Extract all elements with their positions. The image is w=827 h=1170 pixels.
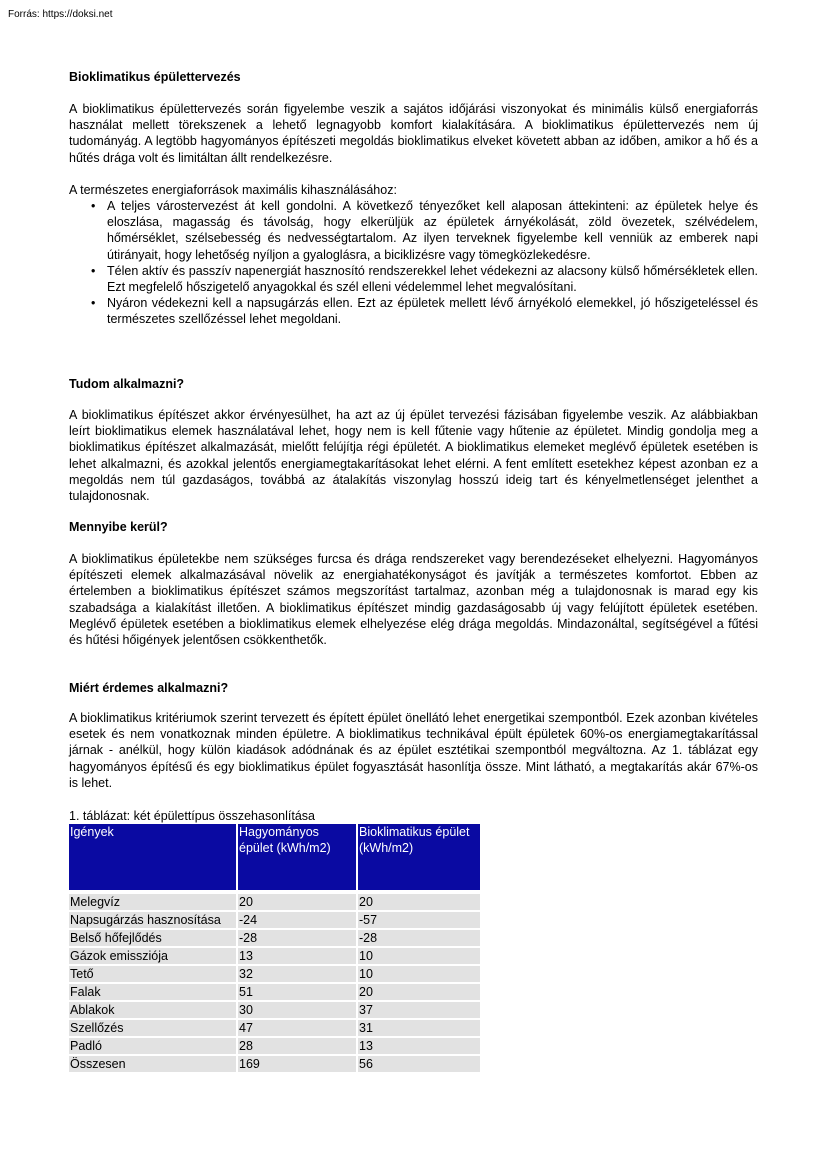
- table-cell: 20: [357, 983, 481, 1001]
- table-cell: Szellőzés: [69, 1019, 237, 1037]
- bullet-list: [69, 198, 758, 328]
- header-cell: Igények: [69, 824, 237, 890]
- source-link[interactable]: Forrás: https://doksi.net: [8, 9, 113, 20]
- intro-paragraph: A bioklimatikus épülettervezés során figyelembe veszik a sajátos időjárási viszonyokat és minimális külső energiaforrás használat mellett törekszenek a lehető legnagyobb komfort kialakítására. A bioklimatikus épülettervezés nem új tudományág. A legtöbb hagyományos építészeti megoldás bioklimatikus elveket követett abban az időben, amikor a hő és a hűtés drága volt és limitáltan állt rendelkezésre.: [69, 102, 758, 165]
- document-title: Bioklimatikus épülettervezés: [69, 70, 241, 84]
- table-row: [69, 1001, 481, 1019]
- table-row: [69, 965, 481, 983]
- section-heading-tudom: Tudom alkalmazni?: [69, 377, 185, 391]
- table-cell: 20: [237, 894, 357, 911]
- table-cell: Belső hőfejlődés: [69, 929, 237, 947]
- list-item: • Nyáron védekezni kell a napsugárzás ellen. Ezt az épületek mellett lévő árnyékoló elemekkel, jó hőszigeteléssel és természetes szellőzéssel lehet megoldani.: [69, 295, 758, 327]
- table-row: [69, 1055, 481, 1073]
- header-cell: Bioklimatikus épület (kWh/m2): [357, 824, 481, 890]
- table-cell: Gázok emissziója: [69, 947, 237, 965]
- table-cell: 10: [357, 965, 481, 983]
- table-cell: 20: [357, 894, 481, 911]
- table-cell: Tető: [69, 965, 237, 983]
- table-cell: 13: [357, 1037, 481, 1055]
- table-row: [69, 911, 481, 929]
- table-row: [69, 983, 481, 1001]
- table-cell: 37: [357, 1001, 481, 1019]
- paragraph-mennyibe: A bioklimatikus épületekbe nem szükséges furcsa és drága rendszereket vagy berendezéseket elhelyezni. Hagyományos építészeti elemek alkalmazásával növelik az energiahatékonyságot és javítják a természetes komfortot. Ebben az értelemben a bioklimatikus építészet számos megszorítást tartalmaz, azonban még a tulajdonosnak is marad egy kis szabadsága a kialakítást illetően. A bioklimatikus építészet mindig gazdaságosabb új vagy felújított épületek esetében. Meglévő épületek esetében a bioklimatikus elemek elhelyezése elég drága megoldás. Mindazonáltal, segítségével a fűtési és hűtési hőigények jelentősen csökkenthetők.: [69, 552, 758, 648]
- list-item: • Télen aktív és passzív napenergiát hasznosító rendszerekkel lehet védekezni az alacsony külső hőmérsékletek ellen. Ezt megfelelő hőszigetelő anyagokkal és szél elleni védelemmel lehet megvalósítani.: [69, 263, 758, 295]
- table-row: [69, 894, 481, 911]
- table-row: [69, 947, 481, 965]
- table-cell: 169: [237, 1055, 357, 1073]
- table-row: [69, 1037, 481, 1055]
- table-caption: 1. táblázat: két épülettípus összehasonlítása: [69, 809, 315, 823]
- paragraph-tudom: A bioklimatikus építészet akkor érvényesülhet, ha azt az új épület tervezési fázisában figyelembe veszik. Az alábbiakban leírt bioklimatikus elemek használatával lehet, hogy nem is kell fűtenie vagy hűtenie az épületet. Mindig gondolja meg a bioklimatikus építészet alkalmazását, mielőtt felújítja régi épületét. A bioklimatikus elemeket meglévő épületek esetében is lehet alkalmazni, és azokkal jelentős energiamegtakarításokat lehet elérni. A fent említett esetekhez képest azonban ez a megoldás nem túl gazdaságos, továbbá az átalakítás viszonylag hosszú ideig tart és kényelmetlenséget jelenthet a tulajdonosnak.: [69, 408, 758, 504]
- table-cell: Ablakok: [69, 1001, 237, 1019]
- comparison-table: [69, 824, 482, 1074]
- table-cell: Napsugárzás hasznosítása: [69, 911, 237, 929]
- section-heading-miert: Miért érdemes alkalmazni?: [69, 681, 229, 695]
- table-row: [69, 1019, 481, 1037]
- table-cell: -28: [237, 929, 357, 947]
- table-cell: -28: [357, 929, 481, 947]
- table-cell: 30: [237, 1001, 357, 1019]
- table-cell: 56: [357, 1055, 481, 1073]
- table-cell: 47: [237, 1019, 357, 1037]
- table-cell: 31: [357, 1019, 481, 1037]
- table-cell: 32: [237, 965, 357, 983]
- list-intro: A természetes energiaforrások maximális kihasználásához:: [69, 183, 397, 197]
- table-cell: -24: [237, 911, 357, 929]
- table-header-row: [69, 824, 481, 890]
- table-cell: 10: [357, 947, 481, 965]
- table-cell: 28: [237, 1037, 357, 1055]
- section-heading-mennyibe: Mennyibe kerül?: [69, 520, 168, 534]
- table-cell: Falak: [69, 983, 237, 1001]
- table-cell: -57: [357, 911, 481, 929]
- table-cell: Padló: [69, 1037, 237, 1055]
- table-cell: 51: [237, 983, 357, 1001]
- table-cell: Melegvíz: [69, 894, 237, 911]
- list-item: • A teljes várostervezést át kell gondolni. A következő tényezőket kell alaposan áttekinteni: az épületek helye és eloszlása, magasság és távolság, hogy elkerüljük az épületek árnyékolását, zöld övezetek, szélvédelem, hőmérséklet, szélsebesség és nedvességtartalom. Az ilyen terveknek figyelembe kell venniük az emberek napi útirányait, hogy lehetőség nyíljon a gyaloglásra, a biciklizésre vagy tömegközlekedésre.: [69, 198, 758, 263]
- table-row: [69, 929, 481, 947]
- table-cell: 13: [237, 947, 357, 965]
- header-cell: Hagyományos épület (kWh/m2): [237, 824, 357, 890]
- table-cell: Összesen: [69, 1055, 237, 1073]
- paragraph-miert: A bioklimatikus kritériumok szerint tervezett és épített épület önellátó lehet energetikai szempontból. Ezek azonban kivételes esetek és nem vonatkoznak minden épületre. A bioklimatikus technikával épült épületek 60%-os energiamegtakarítással járnak - anélkül, hogy külön kiadások adódnának és az épület esztétikai szempontból megváltozna. Az 1. táblázat egy hagyományos építésű és egy bioklimatikus épület fogyasztását hasonlítja össze. Mint látható, a megtakarítás akár 67%-os is lehet.: [69, 711, 758, 790]
